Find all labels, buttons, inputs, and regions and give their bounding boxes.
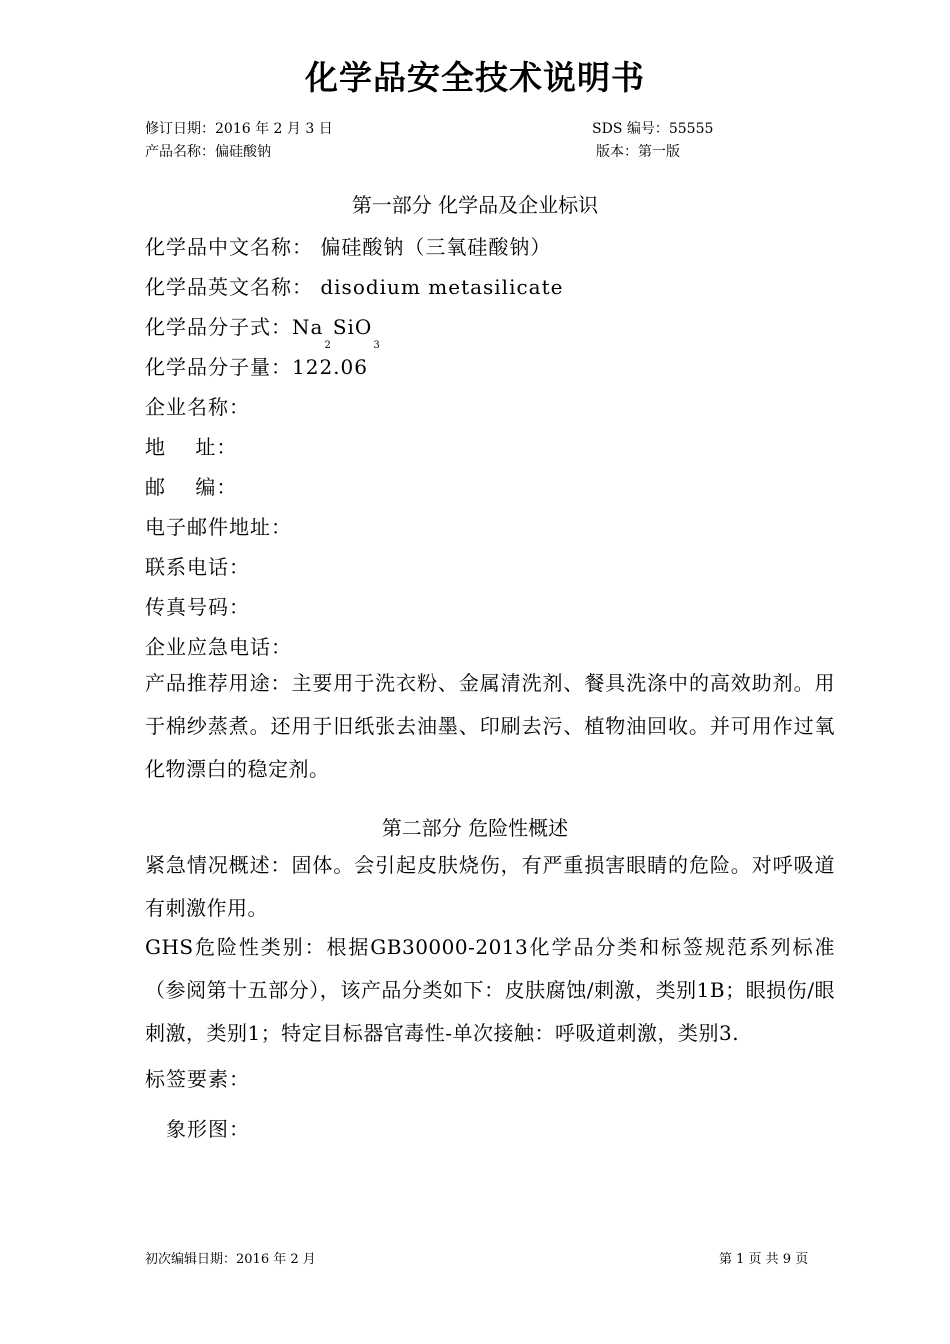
formula-na: Na bbox=[292, 315, 324, 339]
chemical-en-name: 化学品英文名称： disodium metasilicate bbox=[145, 275, 564, 299]
formula-label: 化学品分子式： bbox=[145, 315, 292, 339]
company-name: 企业名称： bbox=[145, 395, 250, 419]
version: 版本：第一版 bbox=[596, 144, 680, 160]
first-edit-date: 初次编辑日期：2016 年 2 月 bbox=[145, 1252, 316, 1267]
formula-subscript-3: 3 bbox=[373, 340, 381, 351]
chemical-cn-name: 化学品中文名称： 偏硅酸钠（三氧硅酸钠） bbox=[145, 235, 552, 259]
section2-heading: 第二部分 危险性概述 bbox=[381, 816, 569, 840]
revision-date: 修订日期：2016 年 2 月 3 日 bbox=[145, 121, 333, 137]
molecular-weight: 化学品分子量：122.06 bbox=[145, 355, 368, 379]
postcode: 邮 编： bbox=[145, 475, 238, 499]
document-title: 化学品安全技术说明书 bbox=[305, 58, 645, 97]
section1-heading: 第一部分 化学品及企业标识 bbox=[351, 193, 599, 217]
fax-number: 传真号码： bbox=[145, 595, 250, 619]
email: 电子邮件地址： bbox=[145, 515, 292, 539]
sds-number: SDS 编号：55555 bbox=[592, 121, 714, 137]
formula-sio: SiO bbox=[332, 315, 373, 339]
emergency-phone: 企业应急电话： bbox=[145, 635, 292, 659]
contact-phone: 联系电话： bbox=[145, 555, 250, 579]
product-name: 产品名称：偏硅酸钠 bbox=[145, 144, 271, 160]
label-elements: 标签要素： bbox=[145, 1067, 250, 1091]
ghs-category: GHS危险性类别：根据GB30000-2013化学品分类和标签规范系列标准（参阅第十五部分），该产品分类如下：皮肤腐蚀/刺激，类别1B；眼损伤/眼刺激，类别1；特定目标器官毒性-单次接触：呼吸道刺激，类别3. bbox=[145, 935, 835, 1045]
pictogram-label: 象形图： bbox=[166, 1117, 250, 1141]
address: 地 址： bbox=[145, 435, 238, 459]
emergency-overview: 紧急情况概述：固体。会引起皮肤烧伤，有严重损害眼睛的危险。对呼吸道有刺激作用。 bbox=[145, 853, 835, 920]
formula-subscript-2: 2 bbox=[324, 340, 332, 351]
page-number: 第 1 页 共 9 页 bbox=[719, 1252, 809, 1267]
chemical-formula bbox=[145, 311, 382, 351]
recommended-use: 产品推荐用途：主要用于洗衣粉、金属清洗剂、餐具洗涤中的高效助剂。用于棉纱蒸煮。还用于旧纸张去油墨、印刷去污、植物油回收。并可用作过氧化物漂白的稳定剂。 bbox=[145, 671, 835, 781]
